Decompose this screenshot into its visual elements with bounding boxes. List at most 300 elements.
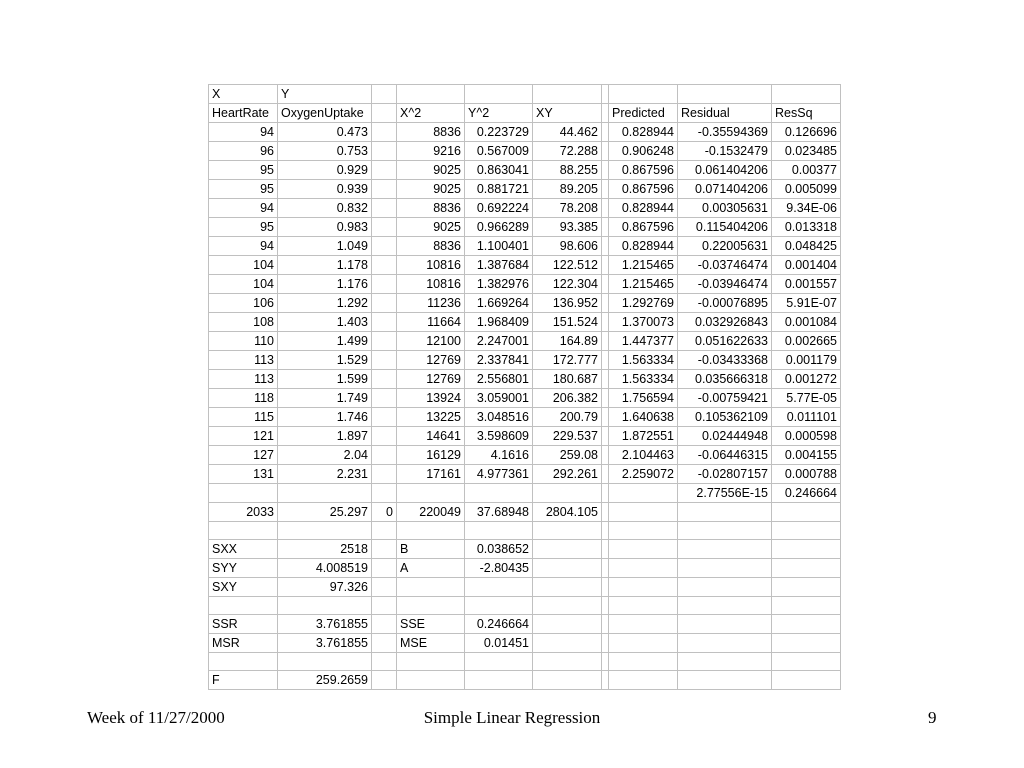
table-cell: 110 [209,332,278,351]
table-cell: 0.032926843 [678,313,772,332]
table-row [209,671,841,690]
table-cell: F [209,671,278,690]
table-cell [609,503,678,522]
table-cell [372,671,397,690]
table-cell: 93.385 [533,218,602,237]
table-cell: 12769 [397,351,465,370]
table-cell [465,671,533,690]
table-cell: 0.000788 [772,465,841,484]
table-cell: 1.292 [278,294,372,313]
table-cell [372,123,397,142]
table-cell: 1.178 [278,256,372,275]
table-cell [602,427,609,446]
table-cell [533,484,602,503]
table-cell: 1.599 [278,370,372,389]
table-cell [372,408,397,427]
table-cell: -0.00759421 [678,389,772,408]
table-cell [372,522,397,540]
table-cell: 0.001084 [772,313,841,332]
table-cell: 5.91E-07 [772,294,841,313]
table-row [209,615,841,634]
table-cell [533,597,602,615]
table-cell: 0.035666318 [678,370,772,389]
table-cell: 3.059001 [465,389,533,408]
table-cell: Y^2 [465,104,533,123]
table-cell: 88.255 [533,161,602,180]
table-cell: 1.640638 [609,408,678,427]
table-cell: 113 [209,351,278,370]
table-cell: 0.00305631 [678,199,772,218]
table-cell: 4.1616 [465,446,533,465]
table-cell [465,85,533,104]
table-cell: 0.223729 [465,123,533,142]
table-cell: 10816 [397,256,465,275]
table-cell: 0.832 [278,199,372,218]
table-cell [609,671,678,690]
table-cell: 14641 [397,427,465,446]
table-row [209,559,841,578]
table-cell: 0.004155 [772,446,841,465]
table-cell [678,671,772,690]
table-cell: 220049 [397,503,465,522]
table-cell [372,370,397,389]
table-cell: 0.126696 [772,123,841,142]
table-cell: 1.749 [278,389,372,408]
table-cell: 122.304 [533,275,602,294]
table-row [209,446,841,465]
table-cell: Y [278,85,372,104]
table-cell: 12769 [397,370,465,389]
table-cell [602,671,609,690]
table-cell: HeartRate [209,104,278,123]
table-cell: OxygenUptake [278,104,372,123]
table-cell: 44.462 [533,123,602,142]
spreadsheet-body [209,85,841,690]
table-cell: X^2 [397,104,465,123]
table-cell [609,85,678,104]
table-cell: 1.387684 [465,256,533,275]
table-cell: -2.80435 [465,559,533,578]
table-cell [372,275,397,294]
table-cell: 127 [209,446,278,465]
table-cell [609,634,678,653]
table-cell: 1.292769 [609,294,678,313]
footer-date: Week of 11/27/2000 [87,708,225,727]
table-cell: 259.08 [533,446,602,465]
table-cell: 151.524 [533,313,602,332]
table-cell: 0.002665 [772,332,841,351]
table-cell: 3.048516 [465,408,533,427]
table-cell [209,484,278,503]
table-cell: 0.939 [278,180,372,199]
table-cell: 206.382 [533,389,602,408]
table-cell [678,653,772,671]
table-cell: 17161 [397,465,465,484]
table-cell [372,615,397,634]
table-cell: 259.2659 [278,671,372,690]
table-cell [533,578,602,597]
table-cell [678,597,772,615]
table-cell: 0.246664 [772,484,841,503]
table-cell: 0.828944 [609,123,678,142]
table-cell: 8836 [397,237,465,256]
table-cell: -0.06446315 [678,446,772,465]
table-cell [602,218,609,237]
table-cell [602,313,609,332]
table-cell: 1.872551 [609,427,678,446]
table-cell: 94 [209,199,278,218]
table-cell [678,503,772,522]
table-cell [678,85,772,104]
table-cell: -0.02807157 [678,465,772,484]
table-cell: 0.567009 [465,142,533,161]
table-cell [609,540,678,559]
table-cell: 13225 [397,408,465,427]
table-cell: 0.011101 [772,408,841,427]
table-cell [533,671,602,690]
table-cell [465,597,533,615]
table-cell: 96 [209,142,278,161]
table-cell: 113 [209,370,278,389]
table-cell: 78.208 [533,199,602,218]
table-row [209,484,841,503]
table-cell [602,180,609,199]
table-cell: 9025 [397,218,465,237]
table-cell: 0.01451 [465,634,533,653]
table-cell [372,199,397,218]
table-row [209,653,841,671]
table-cell [609,653,678,671]
table-cell: SYY [209,559,278,578]
table-cell: 9216 [397,142,465,161]
table-cell: SXX [209,540,278,559]
table-cell: 2.247001 [465,332,533,351]
table-cell [602,161,609,180]
table-row [209,199,841,218]
table-cell [397,653,465,671]
table-cell: -0.35594369 [678,123,772,142]
table-cell: 11236 [397,294,465,313]
table-cell: MSE [397,634,465,653]
page-number: 9 [928,708,937,727]
table-cell: 12100 [397,332,465,351]
table-cell [602,653,609,671]
table-cell: 0.02444948 [678,427,772,446]
table-cell: 172.777 [533,351,602,370]
table-cell [602,389,609,408]
table-cell [609,484,678,503]
table-cell: 1.897 [278,427,372,446]
table-cell: 164.89 [533,332,602,351]
table-cell: SSE [397,615,465,634]
table-cell [397,522,465,540]
table-cell: 1.499 [278,332,372,351]
table-cell: 131 [209,465,278,484]
table-row [209,427,841,446]
table-cell: 8836 [397,199,465,218]
table-cell [465,578,533,597]
table-cell: 1.563334 [609,370,678,389]
table-cell [372,85,397,104]
table-cell: XY [533,104,602,123]
table-cell [372,180,397,199]
table-cell: 0.867596 [609,218,678,237]
table-cell: 2804.105 [533,503,602,522]
table-cell [602,370,609,389]
table-cell: 136.952 [533,294,602,313]
table-cell [602,484,609,503]
table-cell: 2.259072 [609,465,678,484]
table-row [209,161,841,180]
table-cell: 0.929 [278,161,372,180]
table-cell: 2033 [209,503,278,522]
table-cell: 1.215465 [609,256,678,275]
table-cell [772,522,841,540]
table-cell: Predicted [609,104,678,123]
table-cell [602,142,609,161]
table-cell [397,671,465,690]
table-cell [602,465,609,484]
table-cell [772,597,841,615]
table-cell [609,559,678,578]
table-cell: 0.906248 [609,142,678,161]
table-cell: 0.983 [278,218,372,237]
table-cell: B [397,540,465,559]
table-cell [602,123,609,142]
table-cell [602,503,609,522]
table-row [209,275,841,294]
table-cell: 0.013318 [772,218,841,237]
table-cell: 0.966289 [465,218,533,237]
table-cell: 0.051622633 [678,332,772,351]
table-row [209,85,841,104]
table-cell: 1.563334 [609,351,678,370]
table-cell: 37.68948 [465,503,533,522]
table-cell: 2.231 [278,465,372,484]
table-cell: 180.687 [533,370,602,389]
table-cell: 1.529 [278,351,372,370]
table-cell [772,540,841,559]
table-cell: 94 [209,237,278,256]
table-cell: 0.828944 [609,237,678,256]
table-cell [465,653,533,671]
table-cell: 0.001404 [772,256,841,275]
table-cell: 0.473 [278,123,372,142]
table-cell: 0.005099 [772,180,841,199]
table-cell: 8836 [397,123,465,142]
table-cell: 0.061404206 [678,161,772,180]
table-cell: 0.001557 [772,275,841,294]
table-cell [209,522,278,540]
table-cell: MSR [209,634,278,653]
table-cell [678,615,772,634]
table-cell: 95 [209,180,278,199]
table-cell: 9025 [397,180,465,199]
table-cell [602,578,609,597]
table-row [209,237,841,256]
table-cell: 95 [209,218,278,237]
table-cell [533,615,602,634]
table-cell [372,218,397,237]
table-cell: Residual [678,104,772,123]
table-cell: 95 [209,161,278,180]
table-cell: 0.00377 [772,161,841,180]
table-row [209,294,841,313]
spreadsheet-table [208,84,841,690]
table-cell [372,559,397,578]
table-cell [602,522,609,540]
table-cell [609,578,678,597]
table-cell [602,408,609,427]
table-cell [278,522,372,540]
table-cell: 1.756594 [609,389,678,408]
table-row [209,465,841,484]
table-cell [602,294,609,313]
table-cell [533,653,602,671]
table-cell [372,237,397,256]
table-cell [372,465,397,484]
table-cell [772,653,841,671]
table-cell: 200.79 [533,408,602,427]
table-cell: 1.746 [278,408,372,427]
table-cell: 122.512 [533,256,602,275]
table-cell: 0.115404206 [678,218,772,237]
table-cell: 9025 [397,161,465,180]
table-row [209,218,841,237]
table-cell: 11664 [397,313,465,332]
table-cell: 0 [372,503,397,522]
table-cell: 0.753 [278,142,372,161]
table-cell: 0.692224 [465,199,533,218]
table-cell: 292.261 [533,465,602,484]
table-row [209,256,841,275]
table-cell [278,597,372,615]
table-cell: 0.22005631 [678,237,772,256]
table-cell [602,237,609,256]
table-cell [278,484,372,503]
table-cell [602,446,609,465]
table-cell: 0.001179 [772,351,841,370]
table-cell [678,578,772,597]
table-cell: 3.761855 [278,615,372,634]
table-cell [372,256,397,275]
table-cell: 5.77E-05 [772,389,841,408]
table-cell [372,313,397,332]
table-cell: 104 [209,275,278,294]
table-cell: 0.023485 [772,142,841,161]
table-cell [372,634,397,653]
table-row [209,180,841,199]
table-cell [533,559,602,578]
table-row [209,522,841,540]
table-cell: 25.297 [278,503,372,522]
table-cell [602,597,609,615]
table-cell: 1.176 [278,275,372,294]
table-row [209,408,841,427]
table-cell [772,578,841,597]
table-cell: 2.04 [278,446,372,465]
table-cell [372,294,397,313]
table-cell: 104 [209,256,278,275]
table-cell [209,597,278,615]
table-cell [602,615,609,634]
table-cell: 0.071404206 [678,180,772,199]
table-cell: 97.326 [278,578,372,597]
table-cell [772,85,841,104]
table-cell: 0.048425 [772,237,841,256]
table-row [209,578,841,597]
table-cell: 4.008519 [278,559,372,578]
table-cell [602,634,609,653]
table-cell: 1.403 [278,313,372,332]
table-cell: SXY [209,578,278,597]
table-cell: 2.556801 [465,370,533,389]
table-cell: -0.03433368 [678,351,772,370]
table-cell: -0.03946474 [678,275,772,294]
table-cell: 0.105362109 [678,408,772,427]
table-cell [465,484,533,503]
table-cell [609,597,678,615]
table-cell: SSR [209,615,278,634]
table-cell: A [397,559,465,578]
table-cell [372,427,397,446]
table-cell: 2518 [278,540,372,559]
table-row [209,370,841,389]
table-cell: 1.382976 [465,275,533,294]
table-cell: 98.606 [533,237,602,256]
table-cell: 9.34E-06 [772,199,841,218]
table-cell [602,540,609,559]
table-cell: 0.881721 [465,180,533,199]
table-cell: 1.049 [278,237,372,256]
table-cell [678,522,772,540]
table-cell: 89.205 [533,180,602,199]
table-cell [533,522,602,540]
table-cell: 0.246664 [465,615,533,634]
table-cell: 1.370073 [609,313,678,332]
table-cell: 72.288 [533,142,602,161]
table-row [209,142,841,161]
table-cell: 0.867596 [609,180,678,199]
table-cell: 0.828944 [609,199,678,218]
table-cell: 121 [209,427,278,446]
table-row [209,540,841,559]
table-cell [772,503,841,522]
table-cell: 3.761855 [278,634,372,653]
table-cell [772,634,841,653]
table-cell [372,351,397,370]
table-row [209,313,841,332]
table-cell [772,615,841,634]
table-cell [397,597,465,615]
table-cell [533,634,602,653]
table-cell: 106 [209,294,278,313]
table-cell [678,559,772,578]
table-cell: 1.100401 [465,237,533,256]
table-cell: 0.001272 [772,370,841,389]
table-cell: 2.104463 [609,446,678,465]
table-cell [397,578,465,597]
table-cell [372,540,397,559]
table-cell [533,540,602,559]
table-row [209,104,841,123]
table-cell: 94 [209,123,278,142]
table-cell [609,522,678,540]
table-cell [772,559,841,578]
table-cell: 0.863041 [465,161,533,180]
table-cell: -0.00076895 [678,294,772,313]
table-cell [397,484,465,503]
